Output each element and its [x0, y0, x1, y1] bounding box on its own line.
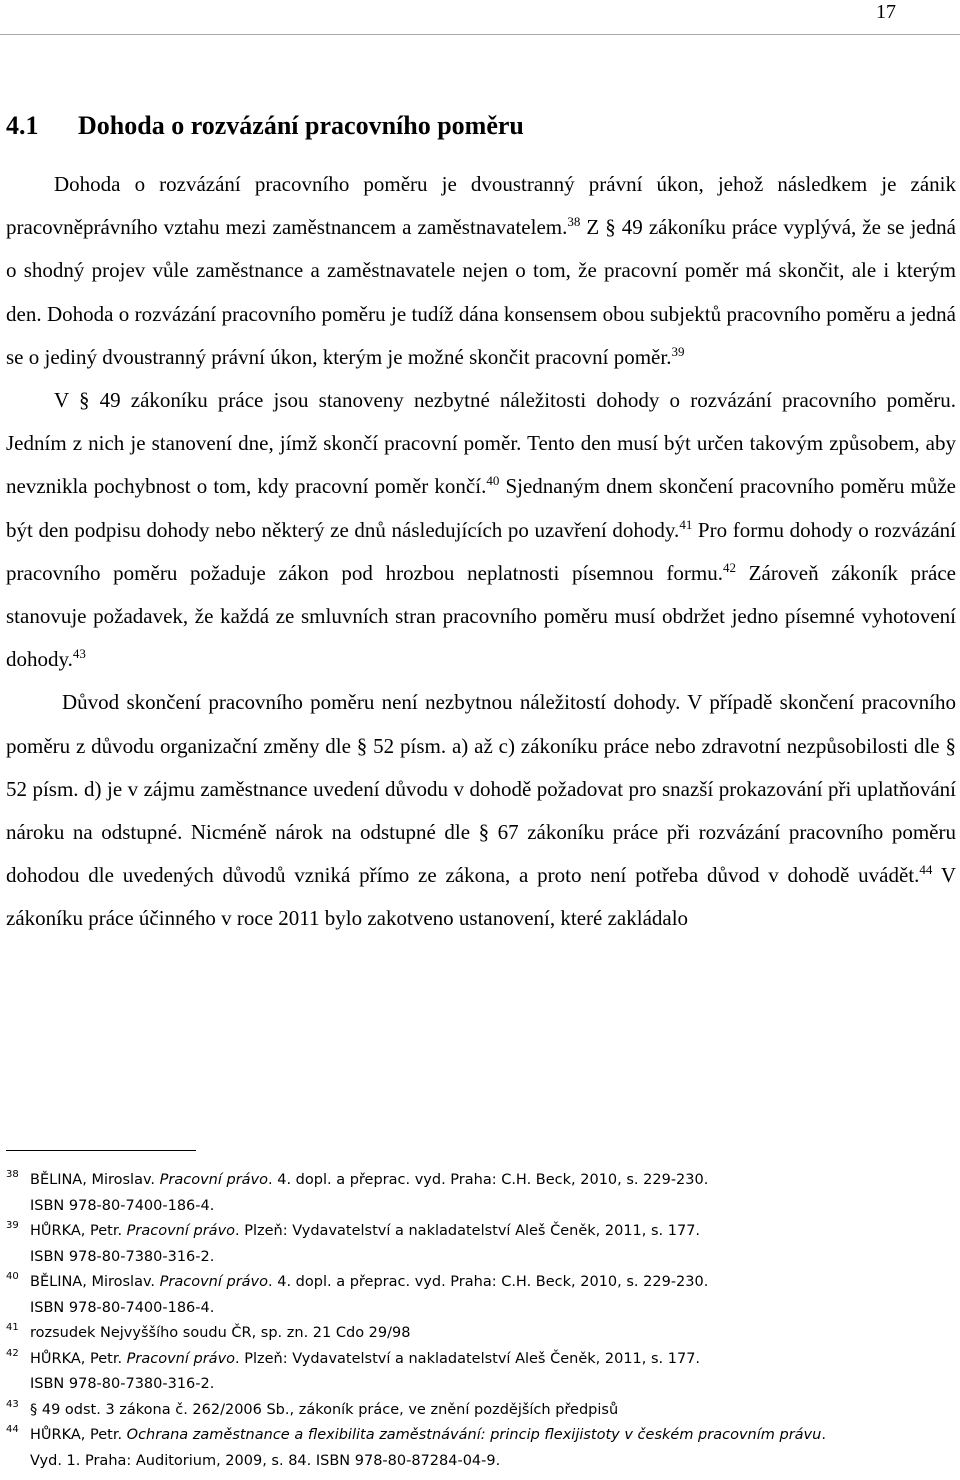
footnote-text: BĚLINA, Miroslav.	[30, 1274, 160, 1290]
footnote-title: Pracovní právo	[126, 1350, 236, 1367]
paragraph-text: V zákoníku práce účinného v roce 2011 bylo zakotveno ustanovení, které zakládalo	[6, 863, 956, 931]
footnote-title: Pracovní právo	[159, 1274, 269, 1290]
footnote-text: rozsudek Nejvyššího soudu ČR, sp. zn. 21 Cdo 29/98	[30, 1325, 411, 1341]
footnote-number: 44	[6, 1424, 19, 1435]
paragraph-text: Z § 49 zákoníku práce vyplývá, že se jedná o shodný projev vůle zaměstnance a zaměstnavatele nejen o tom, že pracovní poměr má skončit, ale i kterým den. Dohoda o rozvázání pracovního poměru je tudíž dána konsensem obou subjektů pracovního poměru a jedná se o jediný dvoustranný právní úkon, kterým je možné skončit pracovní poměr.	[6, 215, 956, 369]
footnote	[6, 1347, 956, 1398]
footnote-isbn: ISBN 978-80-7400-186-4.	[30, 1299, 215, 1316]
footnote	[6, 1270, 956, 1321]
footnote-text: HŮRKA, Petr.	[30, 1223, 127, 1239]
footnote-text: HŮRKA, Petr.	[30, 1350, 127, 1367]
footnote	[6, 1321, 956, 1347]
paragraph	[6, 163, 956, 379]
footnote-isbn: ISBN 978-80-7400-186-4.	[30, 1197, 215, 1214]
footnote-isbn: ISBN 978-80-7380-316-2.	[30, 1248, 215, 1265]
footnote-title: Pracovní právo	[159, 1172, 269, 1188]
footnote-ref[interactable]: 43	[72, 646, 86, 662]
footnote-text: BĚLINA, Miroslav.	[30, 1172, 160, 1188]
footnote-number: 39	[6, 1220, 19, 1231]
footnote-title: Ochrana zaměstnance a flexibilita zaměstnávání: princip flexijistoty v českém pracovním právu	[126, 1427, 822, 1443]
footnote-ref[interactable]: 38	[567, 214, 581, 230]
footnote-separator	[6, 1150, 196, 1151]
footnote-number: 38	[6, 1169, 19, 1180]
footnote-number: 40	[6, 1271, 19, 1282]
footnote-text: § 49 odst. 3 zákona č. 262/2006 Sb., zákoník práce, ve znění pozdějších předpisů	[30, 1401, 619, 1418]
footnote-number: 43	[6, 1398, 19, 1410]
footnote-ref[interactable]: 40	[486, 473, 500, 489]
footnote	[6, 1398, 956, 1424]
header-rule	[0, 34, 960, 35]
footnote-ref[interactable]: 44	[919, 862, 933, 878]
footnote-text: . 4. dopl. a přeprac. vyd. Praha: C.H. Beck, 2010, s. 229-230.	[268, 1172, 709, 1188]
footnote-text: . 4. dopl. a přeprac. vyd. Praha: C.H. Beck, 2010, s. 229-230.	[268, 1274, 709, 1290]
footnote	[6, 1423, 956, 1474]
footnote-text: .	[821, 1427, 826, 1443]
footnote-number: 41	[6, 1322, 19, 1333]
footnote-isbn: ISBN 978-80-7380-316-2.	[30, 1376, 215, 1392]
paragraph	[6, 681, 956, 940]
footnote-isbn: Vyd. 1. Praha: Auditorium, 2009, s. 84. ISBN 978-80-87284-04-9.	[30, 1452, 501, 1469]
footnote-text: . Plzeň: Vydavatelství a nakladatelství Aleš Čeněk, 2011, s. 177.	[235, 1223, 701, 1239]
paragraph-text: Sjednaným dnem skončení pracovního poměru může být den podpisu dohody nebo některý ze dnů následujících po uzavření dohody.	[6, 474, 957, 542]
footnote-text: HŮRKA, Petr.	[30, 1427, 127, 1443]
section-heading	[6, 108, 524, 144]
section-title: Dohoda o rozvázání pracovního poměru	[78, 111, 524, 140]
page-number: 17	[876, 1, 896, 23]
footnote-title: Pracovní právo	[126, 1223, 236, 1239]
paragraph-text: Pro formu dohody o rozvázání pracovního poměru požaduje zákon pod hrozbou neplatnosti písemnou formu.	[6, 517, 956, 585]
paragraph-text: V § 49 zákoníku práce jsou stanoveny nezbytné náležitosti dohody o rozvázání pracovního poměru. Jedním z nich je stanovení dne, jímž skončí pracovní poměr. Tento den musí být určen takovým způsobem, aby nevznikla pochybnost o tom, kdy pracovní poměr končí.	[6, 388, 956, 499]
footnote-ref[interactable]: 39	[671, 343, 685, 359]
footnote	[6, 1219, 956, 1270]
paragraph-text: Dohoda o rozvázání pracovního poměru je dvoustranný právní úkon, jehož následkem je zánik pracovněprávního vztahu mezi zaměstnancem a zaměstnavatelem.	[6, 172, 956, 240]
footnote-ref[interactable]: 42	[722, 559, 736, 575]
footnote-text: . Plzeň: Vydavatelství a nakladatelství Aleš Čeněk, 2011, s. 177.	[235, 1350, 701, 1367]
footnotes	[6, 1168, 956, 1474]
footnote	[6, 1168, 956, 1219]
section-number: 4.1	[6, 111, 39, 140]
footnote-number: 42	[6, 1347, 19, 1359]
paragraph	[6, 379, 956, 681]
footnote-ref[interactable]: 41	[679, 516, 693, 532]
paragraph-text: Zároveň zákoník práce stanovuje požadavek, že každá ze smluvních stran pracovního poměru musí obdržet jedno písemné vyhotovení dohody.	[6, 560, 956, 672]
paragraph-text: Důvod skončení pracovního poměru není nezbytnou náležitostí dohody. V případě skončení pracovního poměru z důvodu organizační změny dle § 52 písm. a) až c) zákoníku práce nebo zdravotní nezpůsobilosti dle § 52 písm. d) je v zájmu zaměstnance uvedení důvodu v dohodě požadovat pro snazší prokazování při uplatňování nároku na odstupné. Nicméně nárok na odstupné dle § 67 zákoníku práce při rozvázání pracovního poměru dohodou dle uvedených důvodů vzniká přímo ze zákona, a proto není potřeba důvod v dohodě uvádět.	[6, 690, 956, 888]
body-text	[6, 163, 956, 941]
